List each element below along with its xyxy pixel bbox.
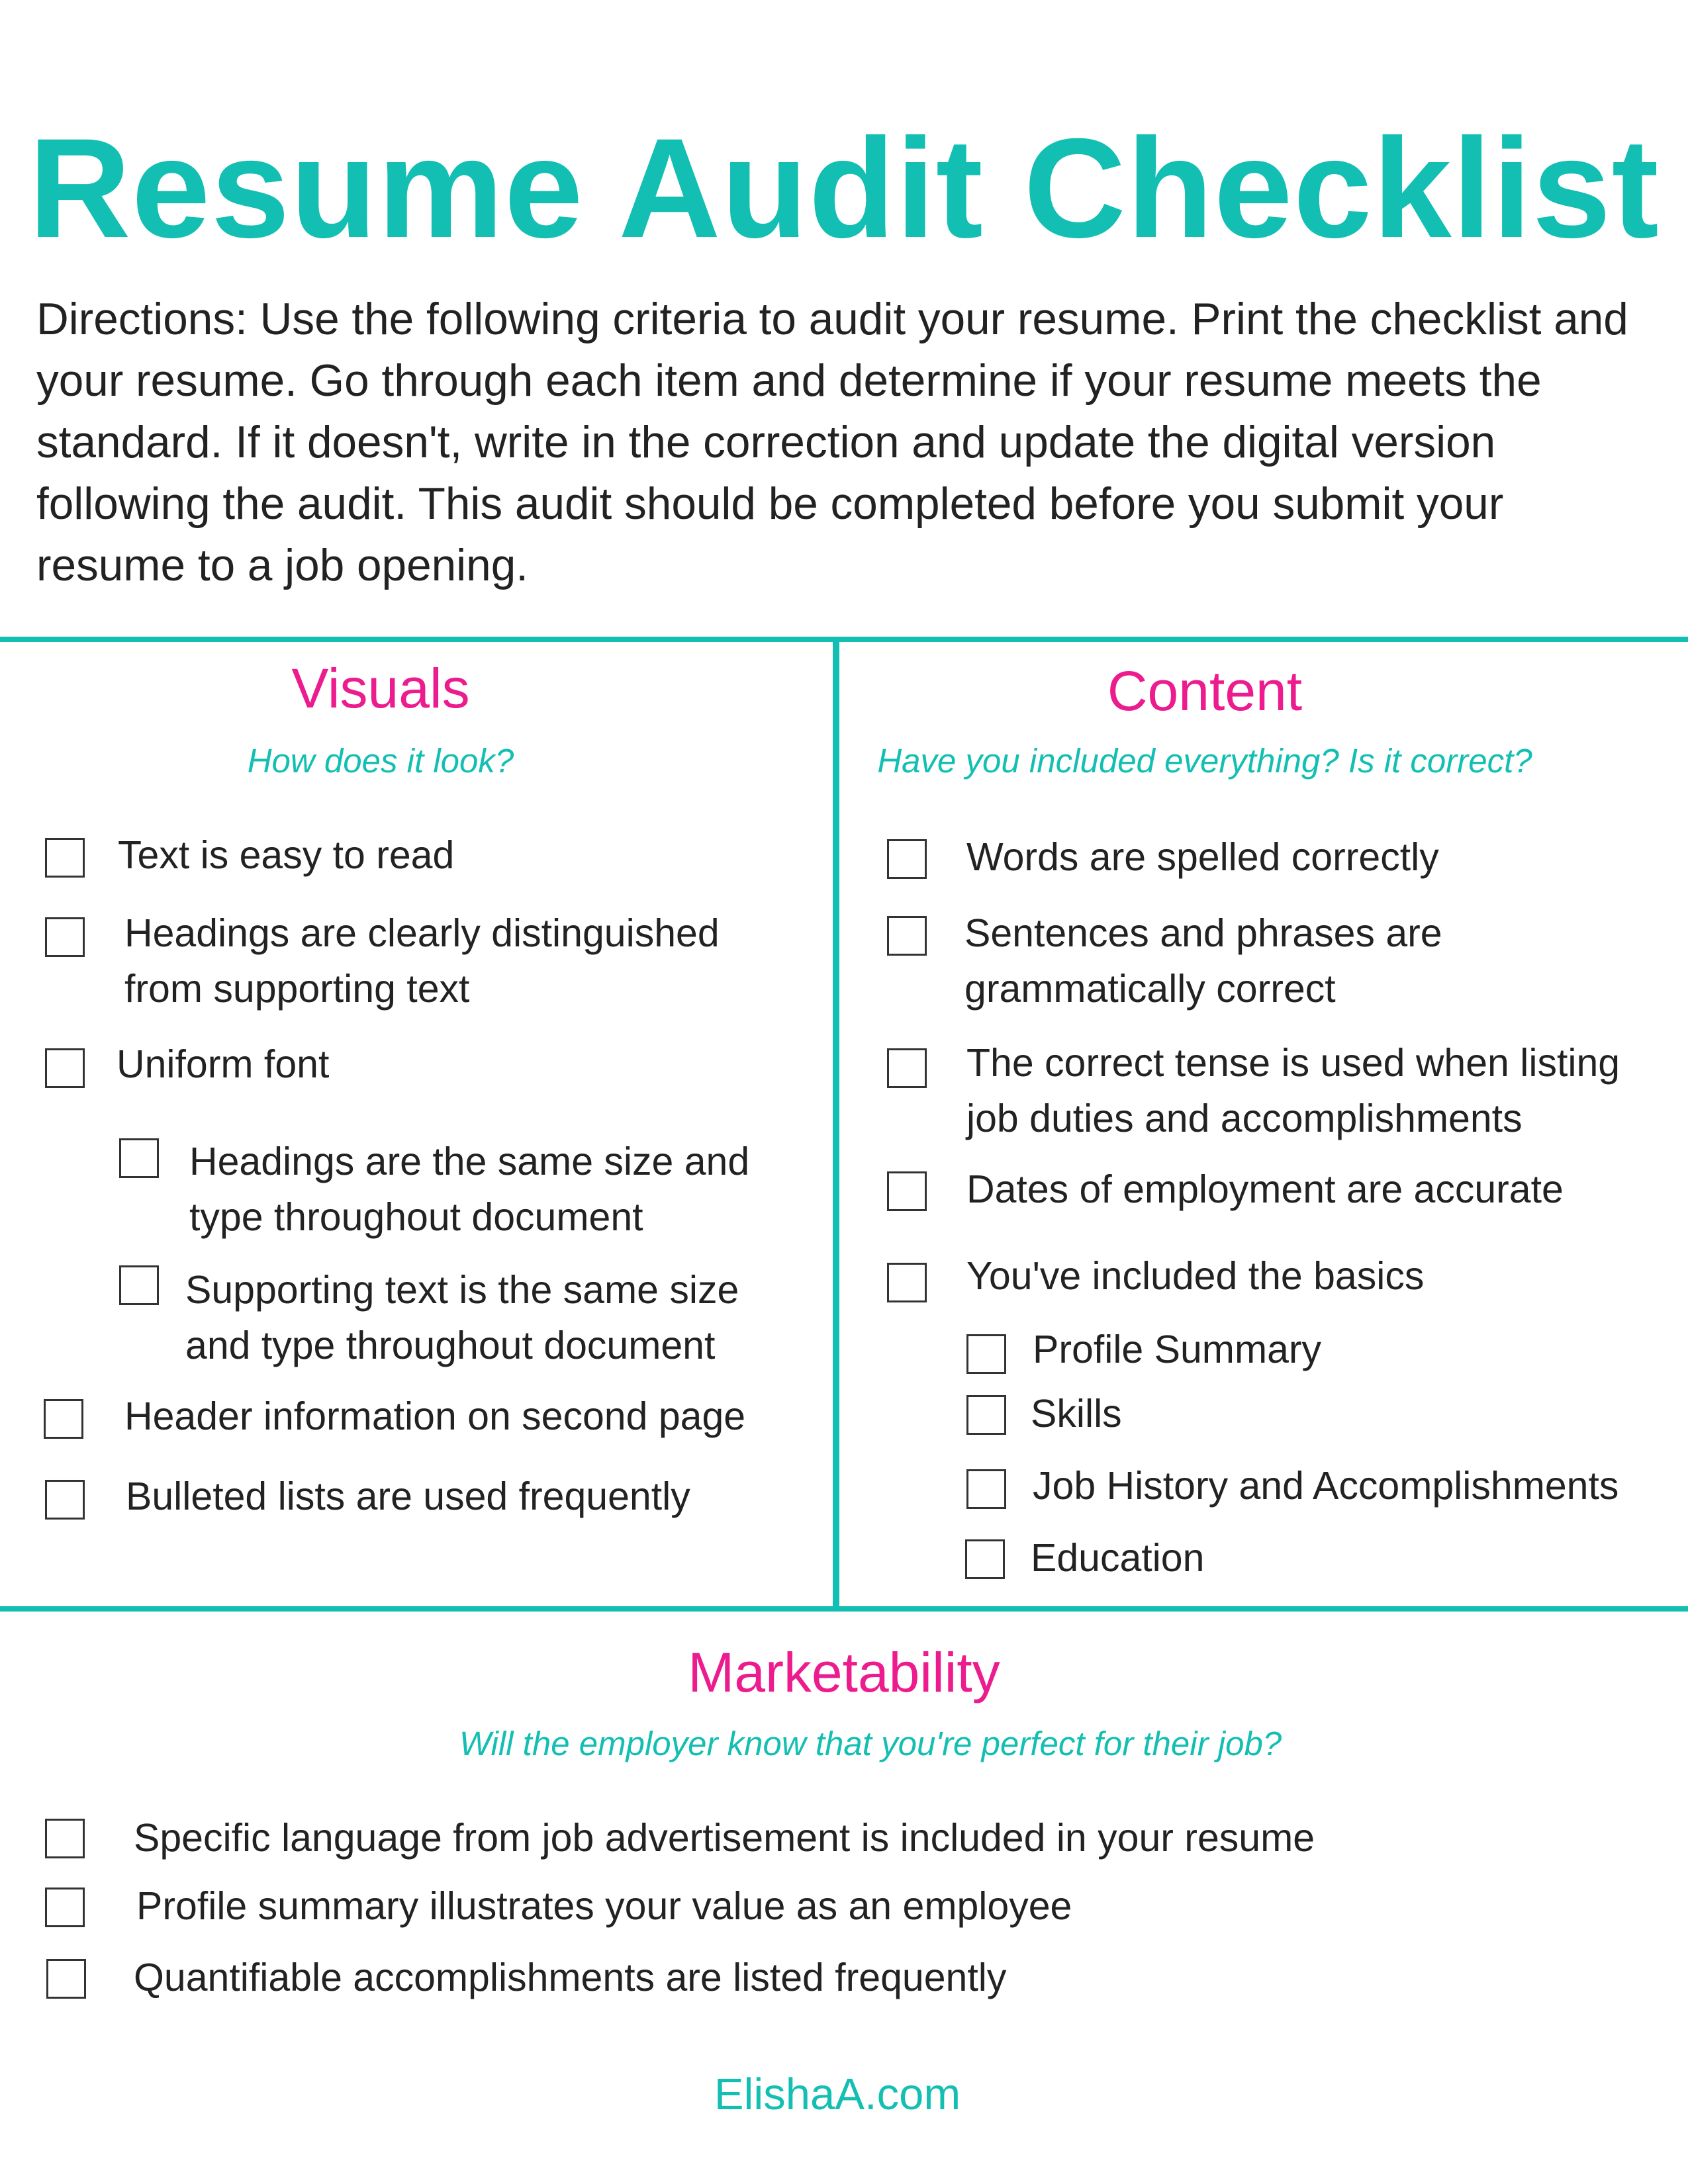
item-label-line2: job duties and accomplishments <box>966 1097 1523 1140</box>
item-label-line2: grammatically correct <box>964 967 1336 1011</box>
item-label: Education <box>1031 1536 1205 1580</box>
item-label: Supporting text is the same size <box>185 1268 739 1312</box>
item-label: Uniform font <box>117 1042 330 1086</box>
checkbox[interactable] <box>45 1888 85 1927</box>
checkbox[interactable] <box>887 1048 927 1088</box>
checkbox[interactable] <box>44 1399 83 1439</box>
checkbox[interactable] <box>966 1334 1006 1374</box>
item-label: Words are spelled correctly <box>966 835 1439 879</box>
divider-top <box>0 637 1688 642</box>
item-label: Sentences and phrases are <box>964 911 1442 955</box>
content-subheading: Have you included everything? Is it correct? <box>877 742 1532 780</box>
divider-vertical <box>833 642 839 1612</box>
checkbox[interactable] <box>119 1138 159 1178</box>
checkbox[interactable] <box>887 839 927 879</box>
content-heading: Content <box>1107 660 1303 722</box>
checkbox[interactable] <box>119 1265 159 1305</box>
checkbox[interactable] <box>45 838 85 878</box>
visuals-heading: Visuals <box>291 657 470 719</box>
visuals-subheading: How does it look? <box>247 742 514 780</box>
checkbox[interactable] <box>966 1395 1006 1435</box>
page-title: Resume Audit Checklist <box>28 109 1660 267</box>
item-label: Text is easy to read <box>118 833 455 877</box>
item-label: Profile Summary <box>1033 1328 1322 1371</box>
website-link[interactable]: ElishaA.com <box>714 2070 961 2119</box>
item-label: The correct tense is used when listing <box>966 1041 1620 1085</box>
checkbox[interactable] <box>45 1819 85 1858</box>
item-label: Headings are the same size and <box>189 1140 750 1183</box>
checkbox[interactable] <box>45 1480 85 1520</box>
item-label: Profile summary illustrates your value as an employee <box>136 1884 1072 1928</box>
item-label: Header information on second page <box>124 1394 746 1438</box>
item-label: Dates of employment are accurate <box>966 1167 1564 1211</box>
directions-text: Directions: Use the following criteria to audit your resume. Print the checklist and your resume. Go through each item and determine if your resume meets the standard. If it doesn't, write in the correction and update the digital version following the audit. This audit should be completed before you submit your resume to a job opening. <box>36 295 1628 590</box>
item-label-line2: and type throughout document <box>185 1324 716 1367</box>
checkbox[interactable] <box>966 1469 1006 1509</box>
item-label: Specific language from job advertisement is included in your resume <box>134 1816 1315 1860</box>
item-label: Skills <box>1031 1392 1122 1435</box>
item-label: Quantifiable accomplishments are listed frequently <box>134 1956 1007 1999</box>
checkbox[interactable] <box>965 1539 1005 1579</box>
item-label: Job History and Accomplishments <box>1033 1464 1619 1508</box>
item-label: You've included the basics <box>966 1254 1425 1298</box>
checkbox[interactable] <box>45 1048 85 1088</box>
marketability-subheading: Will the employer know that you're perfect for their job? <box>459 1725 1282 1762</box>
item-label-line2: type throughout document <box>189 1195 643 1239</box>
item-label: Headings are clearly distinguished <box>124 911 720 955</box>
item-label: Bulleted lists are used frequently <box>126 1475 690 1518</box>
checkbox[interactable] <box>46 1959 86 1999</box>
marketability-heading: Marketability <box>688 1641 1000 1704</box>
checkbox[interactable] <box>887 1171 927 1211</box>
checkbox[interactable] <box>45 917 85 957</box>
checkbox[interactable] <box>887 1263 927 1302</box>
divider-bottom <box>0 1606 1688 1612</box>
checkbox[interactable] <box>887 916 927 956</box>
item-label-line2: from supporting text <box>124 967 470 1011</box>
